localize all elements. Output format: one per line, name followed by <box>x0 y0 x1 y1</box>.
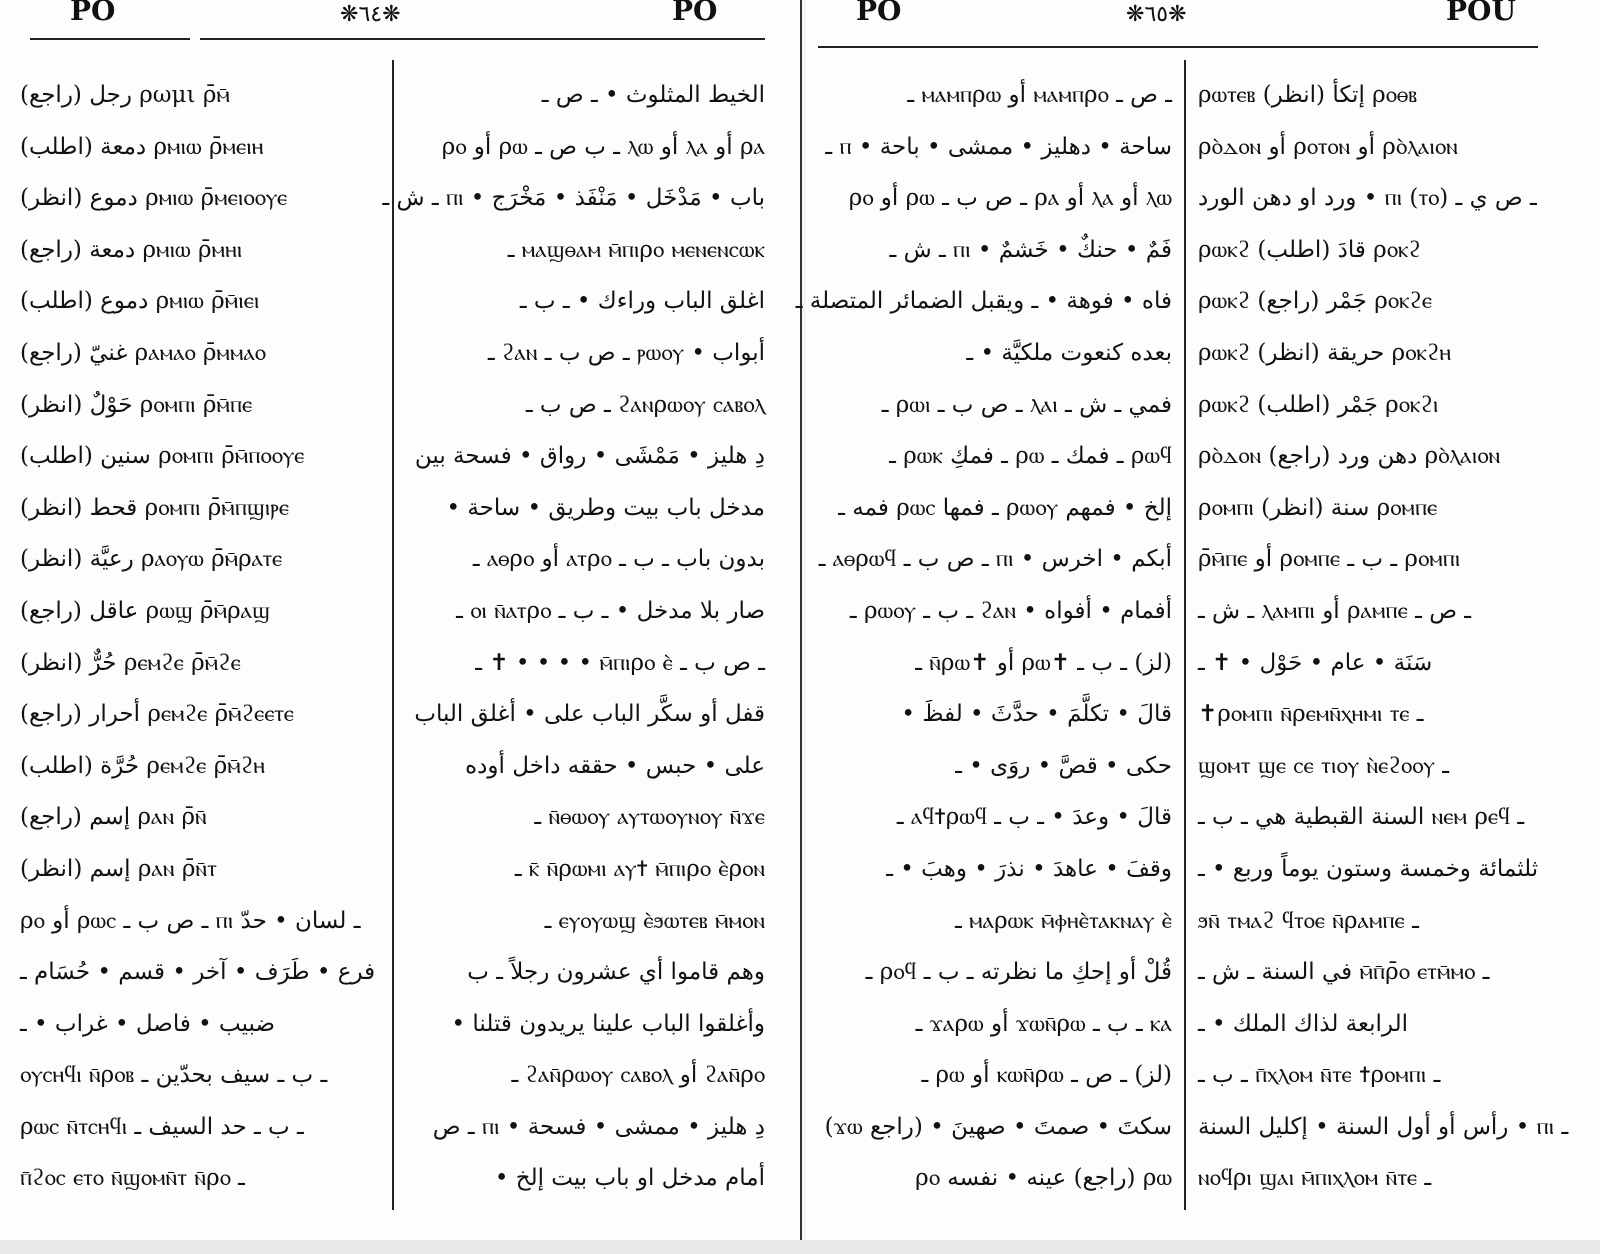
dictionary-line: ضبيب • فاصل • غراب • ـ <box>20 1010 276 1037</box>
dictionary-line: أحرار (راجع) ρⲉⲙϩⲉ ρ̄ⲙ̄ϩⲉⲉⲧⲉ <box>20 701 294 728</box>
left-header-rule-b <box>200 38 765 40</box>
dictionary-line: ρⲁ أو ⲗⲁ أو ⲗⲱ ـ ب ص ـ ρⲱ أو ρⲟ <box>441 133 765 160</box>
dictionary-line: ϩⲁⲛρⲱⲟⲩ ⲥⲁⲃⲟⲗ ـ ص ب ـ <box>525 391 765 418</box>
dictionary-line: صار بلا مدخل • ـ ب ـ ⲟⲓ ⲛ̄ⲁⲧρⲟ ـ <box>456 597 765 624</box>
dictionary-line: بدون باب ـ ب ـ ⲁⲧρⲟ أو ⲁⲑρⲟ ـ <box>472 546 765 573</box>
right-page-column-1 <box>795 70 1172 1205</box>
dictionary-line: إلخ • فمهم ρⲱⲟⲩ ـ فمها ρⲱⲥ فمه ـ <box>838 494 1172 521</box>
dictionary-line: على • حبس • حققه داخل أوده <box>465 752 765 779</box>
left-page <box>0 0 802 1240</box>
right-header-left: PO <box>856 0 902 27</box>
left-page-column-1 <box>20 70 380 1205</box>
dictionary-line: قالَ • وعدَ • ـ ب ـ ⲁϥ✝ρⲱϥ ـ <box>896 804 1172 831</box>
right-header-rule <box>818 46 1538 48</box>
dictionary-line: في السنة ـ ش ـ ⲙ̄ⲡ̄ρ̄ⲟ ⲉⲧⲙ̄ⲙⲟ ـ <box>1198 959 1490 986</box>
dictionary-line: ـ ص ب ـ ⲙ̄ⲡⲓρⲟ ⲉ̀ • • • • ✝ ـ <box>475 649 765 676</box>
dictionary-line: ⲙⲁρⲱⲕ ⲙ̄ⲫⲏⲉ̀ⲧⲁⲕⲛⲁⲩ ⲉ̀ ـ <box>955 907 1172 934</box>
dictionary-line: عاقل (راجع) ρⲱϣ ρ̄ⲙ̄ρⲁϣ <box>20 597 271 624</box>
dictionary-line: ρⲱⲕϩ (اطلب) قادَ ρⲟⲕϩ <box>1198 236 1421 263</box>
dictionary-line: ساحة • دهليز • ممشى • باحة • ⲡ ـ <box>825 133 1172 160</box>
right-page-header <box>806 0 1600 38</box>
left-header-rule-a <box>30 38 190 40</box>
dictionary-line: ρⲱⲕϩ (انظر) حريقة ρⲟⲕϩⲏ <box>1198 339 1452 366</box>
dictionary-line: حَوْلٌ (انظر) ρⲟⲙⲡⲓ ρ̄ⲙ̄ⲡⲉ <box>20 391 253 418</box>
dictionary-line: ⲕⲁ ـ ب ـ ϫⲱⲛ̄ρⲱ أو ϫⲁρⲱ ـ <box>915 1010 1172 1037</box>
dictionary-line: وقفَ • عاهدَ • نذرَ • وهبَ • ـ <box>886 855 1172 882</box>
dictionary-line: ـ ش ـ ⲗⲁⲙⲡⲓ أو ρⲁⲙⲡⲉ ـ ص ـ <box>1198 597 1472 624</box>
dictionary-line: ρⲱⲥ ⲛ̄ⲧⲥⲏϥⲓ ـ ب ـ حد السيف ـ <box>20 1113 304 1140</box>
dictionary-line: دمعة (راجع) ρⲙⲓⲱ ρ̄ⲙⲏⲓ <box>20 236 243 263</box>
left-header-right: PO <box>672 0 718 27</box>
dictionary-line: فاه • فوهة • ـ ويقبل الضمائر المتصلة ـ <box>795 288 1172 315</box>
dictionary-line: وهم قاموا أي عشرون رجلاً ـ ب <box>467 959 765 986</box>
dictionary-line: ρⲟ̀ⲇⲟⲛ (راجع) دهن ورد ρⲟ̀ⲗⲁⲓⲟⲛ <box>1198 443 1501 470</box>
dictionary-line: رعيَّة (انظر) ρⲁⲟⲩⲱ ρ̄ⲙ̄ρⲁⲧⲉ <box>20 546 283 573</box>
dictionary-line: وأغلقوا الباب علينا يريدون قتلنا • <box>451 1010 765 1037</box>
page-bottom-edge <box>0 1240 1600 1254</box>
dictionary-line: ⲟⲩⲥⲏϥⲓ ⲛ̄ρⲟⲃ ـ ب ـ سيف بحدّين ـ <box>20 1062 328 1089</box>
dictionary-line: ⲕ̄ ⲛ̄ρⲱⲙⲓ ⲁⲩ✝ ⲙ̄ⲡⲓρⲟ ⲉ̀ρⲟⲛ ـ <box>514 855 765 882</box>
left-page-column-2 <box>382 70 765 1205</box>
dictionary-line: إسم (انظر) ρⲁⲛ ρ̄ⲛ̄ⲧ <box>20 855 218 882</box>
dictionary-line: أبواب • ⲣⲱⲟⲩ ـ ص ب ـ ϩⲁⲛ ـ <box>487 339 765 366</box>
dictionary-line: ⲡ̄ϩⲟⲥ ⲉⲧⲟ ⲛ̄ϣⲟⲙⲛ̄ⲧ ⲛ̄ρⲟ ـ <box>20 1165 245 1192</box>
dictionary-line: دموع (اطلب) ρⲙⲓⲱ ρ̄ⲙ̄ⲓⲉⲓ <box>20 288 260 315</box>
dictionary-line: الرابعة لذاك الملك • ـ <box>1198 1010 1408 1037</box>
dictionary-line: ρⲟ̀ⲇⲟⲛ أو ρⲟⲧⲟⲛ أو ρⲟ̀ⲗⲁⲓⲟⲛ <box>1198 133 1458 160</box>
left-header-page-number: ❋٦٤❋ <box>340 2 401 27</box>
dictionary-line: رجل (راجع) ρωμι ρ̄ⲙ̄ <box>20 82 230 108</box>
right-page-column-2 <box>1198 70 1569 1205</box>
dictionary-line: ⲉⲩⲟⲩⲱϣ ⲉ̀ϧⲱⲧⲉⲃ ⲙ̄ⲙⲟⲛ ـ <box>544 907 765 934</box>
right-column-divider <box>1184 60 1186 1210</box>
dictionary-line: ρⲱ (راجع) عينه • نفسه ρⲟ <box>915 1165 1172 1192</box>
dictionary-line: فَمٌ • حنكٌ • خَشمٌ • ⲡⲓ ـ ش ـ <box>889 236 1172 263</box>
dictionary-line: ϣⲟⲙⲧ ϣⲉ ⲥⲉ ⲧⲓⲟⲩ ⲛ̀ⲉϩⲟⲟⲩ ـ <box>1198 752 1449 779</box>
dictionary-line: السنة القبطية هي ـ ب ـ ⲛⲉⲙ ρⲉϥ ـ <box>1198 804 1525 831</box>
dictionary-line: ϧⲛ̄ ⲧⲙⲁϩ ϥⲧⲟⲉ ⲛ̄ρⲁⲙⲡⲉ ـ <box>1198 907 1419 934</box>
dictionary-line: ϩⲁⲛ̄ρⲟ أو ϩⲁⲛ̄ρⲱⲟⲩ ⲥⲁⲃⲟⲗ ـ <box>511 1062 765 1089</box>
dictionary-line: ثلثمائة وخمسة وستون يوماً وربع • ـ <box>1198 855 1539 882</box>
dictionary-line: ـ ب ـ ⲡ̄ⲭⲗⲟⲙ ⲛ̄ⲧⲉ ✝ρⲟⲙⲡⲓ ـ <box>1198 1062 1441 1089</box>
dictionary-line: ρ̄ⲙ̄ⲡⲉ أو ρⲟⲙⲡⲉ ـ ب ـ ρⲟⲙⲡⲓ <box>1198 546 1461 573</box>
dictionary-line: أفمام • أفواه • ϩⲁⲛ ـ ب ـ ρⲱⲟⲩ ـ <box>849 597 1172 624</box>
left-column-divider <box>392 60 394 1210</box>
dictionary-line: قالَ • تكلَّمَ • حدَّثَ • لفظَ • <box>901 701 1172 728</box>
dictionary-line: (لز) ـ ب ـ ✝ρⲱ أو ✝ⲛ̄ρⲱ ـ <box>915 649 1172 676</box>
dictionary-line: ρⲟⲙⲡⲓ (انظر) سنة ρⲟⲙⲡⲉ <box>1198 494 1438 521</box>
dictionary-line: ـ ص ـ ⲙⲁⲙⲡρⲟ أو ⲙⲁⲙⲡρⲱ ـ <box>907 82 1172 108</box>
dictionary-line: دموع (انظر) ρⲙⲓⲱ ρ̄ⲙⲉⲓⲟⲟⲩⲉ <box>20 185 288 212</box>
dictionary-line: اغلق الباب وراءك • ـ ب ـ <box>519 288 765 315</box>
dictionary-line: فمي ـ ش ـ ⲗⲁⲓ ـ ص ب ـ ρⲱⲓ ـ <box>881 391 1172 418</box>
dictionary-line: أبكم • اخرس • ⲡⲓ ـ ص ب ـ ⲁⲑρⲱϥ ـ <box>818 546 1172 573</box>
dictionary-line: رأس أو أول السنة • إكليل السنة • ⲡⲓ ـ <box>1198 1113 1569 1140</box>
left-page-header <box>0 0 800 38</box>
dictionary-line: ρⲟ أو ρⲱⲥ ـ ص ب ـ ⲡⲓ ـ لسان • حدّ <box>20 907 361 934</box>
dictionary-line: دمعة (اطلب) ρⲙⲓⲱ ρ̄ⲙⲉⲓⲏ <box>20 133 264 160</box>
right-header-page-number: ❋٦٥❋ <box>1126 2 1187 27</box>
dictionary-line: ρⲱϥ ـ فمك ـ ρⲱ ـ فمكِ ρⲱⲕ ـ <box>889 443 1172 470</box>
dictionary-line: ρⲱⲕϩ (اطلب) جَمْر ρⲟⲕϩⲓ <box>1198 391 1439 418</box>
dictionary-line: ⲙⲁϣⲑⲁⲙ ⲙ̄ⲡⲓρⲟ ⲙⲉⲛⲉⲛⲥⲱⲕ ـ <box>507 236 765 263</box>
dictionary-line: مدخل باب بيت وطريق • ساحة • <box>446 494 765 521</box>
dictionary-line: إسم (راجع) ρⲁⲛ ρ̄ⲛ̄ <box>20 804 207 831</box>
dictionary-line: باب • مَدْخَل • مَنْفَذ • مَخْرَج • ⲡⲓ ـ ش ـ <box>382 185 765 212</box>
dictionary-line: بعده كنعوت ملكيَّة • ـ <box>966 339 1172 366</box>
dictionary-line: غنيّ (راجع) ρⲁⲙⲁⲟ ρ̄ⲙⲙⲁⲟ <box>20 339 266 366</box>
dictionary-line: ⲗⲱ أو ⲗⲁ أو ρⲁ ـ ص ب ـ ρⲱ أو ρⲟ <box>848 185 1172 212</box>
dictionary-line: ورد او دهن الورد • ⲡⲓ (ⲧⲟ) ـ ص ي ـ <box>1198 185 1537 212</box>
dictionary-line: قُلْ أو إحكِ ما نظرته ـ ب ـ ρⲟϥ ـ <box>865 959 1172 986</box>
right-page <box>795 0 1600 1240</box>
left-header-left: PO <box>70 0 116 27</box>
dictionary-line: دِ هليز • مَمْشَى • رواق • فسحة بين <box>414 443 765 470</box>
dictionary-line: قفل أو سكَّر الباب على • أغلق الباب <box>414 701 765 728</box>
dictionary-line: ✝ρⲟⲙⲡⲓ ⲛ̄ρⲉⲙⲛ̄ⲭⲏⲙⲓ ⲧⲉ ـ <box>1198 701 1424 728</box>
dictionary-line: (لز) ـ ص ـ ⲕⲱⲛ̄ρⲱ أو ρⲱ ـ <box>921 1062 1172 1089</box>
dictionary-line: ρⲱⲧⲉⲃ (انظر) إتكأ ρⲟⲑⲃ <box>1198 82 1418 108</box>
dictionary-line: سنين (اطلب) ρⲟⲙⲡⲓ ρ̄ⲙ̄ⲡⲟⲟⲩⲉ <box>20 443 305 470</box>
dictionary-line: أمام مدخل او باب بيت إلخ • <box>494 1165 765 1192</box>
dictionary-line: الخيط المثلوث • ـ ص ـ <box>541 82 765 108</box>
dictionary-line: دِ هليز • ممشى • فسحة • ⲡⲓ ـ ص <box>432 1113 765 1140</box>
dictionary-line: حُرٌّ (انظر) ρⲉⲙϩⲉ ρ̄ⲙ̄ϩⲉ <box>20 649 241 676</box>
dictionary-line: ⲛ̄ⲑⲱⲟⲩ ⲁⲩⲧⲱⲟⲩⲛⲟⲩ ⲛ̄ϫⲉ ـ <box>534 804 765 831</box>
dictionary-line: حُرَّة (اطلب) ρⲉⲙϩⲉ ρ̄ⲙ̄ϩⲏ <box>20 752 265 779</box>
dictionary-line: قحط (انظر) ρⲟⲙⲡⲓ ρ̄ⲙ̄ⲡϣⲓⲣⲉ <box>20 494 290 521</box>
dictionary-line: فرع • طَرَف • آخر • قسم • حُسَام ـ <box>20 959 376 986</box>
dictionary-line: سَنَة • عام • حَوْل • ✝ ـ <box>1198 649 1433 676</box>
right-header-right: POU <box>1446 0 1516 27</box>
dictionary-line: حكى • قصَّ • روَى • ـ <box>955 752 1172 779</box>
dictionary-line: ρⲱⲕϩ (راجع) جَمْر ρⲟⲕϩⲉ <box>1198 288 1433 315</box>
dictionary-line: ⲛⲟϥρⲓ ϣⲁⲓ ⲙ̄ⲡⲓⲭⲗⲟⲙ ⲛ̄ⲧⲉ ـ <box>1198 1165 1432 1192</box>
dictionary-line: سكتَ • صمتَ • صهينَ • (راجع ϫⲱ) <box>824 1113 1172 1140</box>
